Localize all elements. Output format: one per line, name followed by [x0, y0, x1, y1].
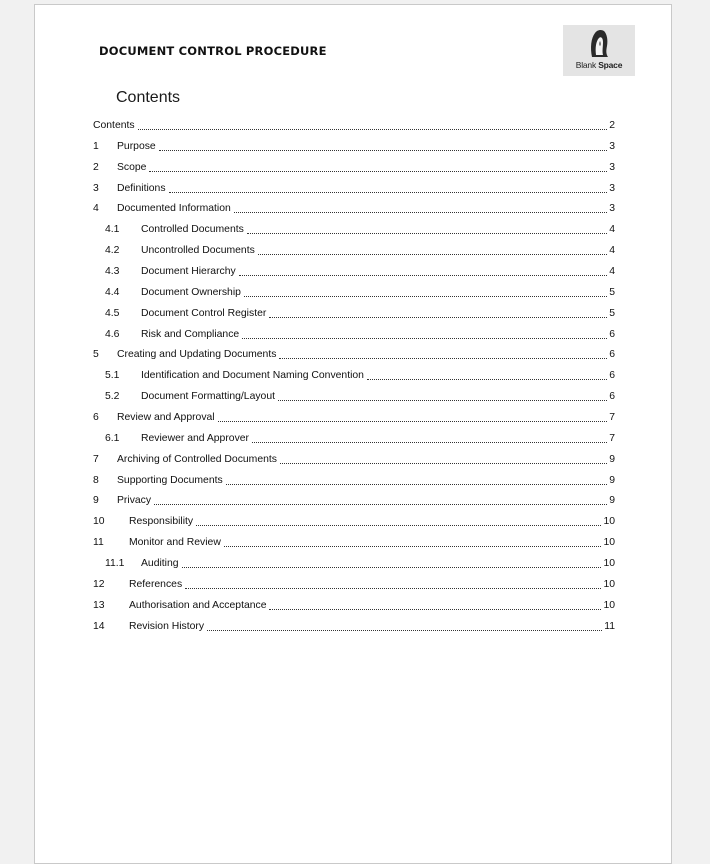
toc-dot-leader	[154, 504, 607, 505]
toc-entry-page-number: 9	[609, 474, 615, 486]
toc-entry-page-number: 4	[609, 265, 615, 277]
toc-dot-leader	[185, 588, 601, 589]
toc-entry[interactable]	[93, 219, 615, 240]
toc-dot-leader	[149, 171, 607, 172]
toc-entry-page-number: 10	[603, 599, 615, 611]
toc-entry-label: Privacy	[117, 495, 152, 507]
toc-entry-link[interactable]	[117, 490, 615, 511]
toc-entry-number: 5.1	[105, 370, 120, 382]
toc-entry[interactable]	[93, 574, 615, 595]
toc-entry-number: 13	[93, 599, 105, 611]
toc-entry[interactable]	[93, 365, 615, 386]
toc-entry-link[interactable]	[141, 282, 615, 303]
toc-entry-link[interactable]	[141, 261, 615, 282]
toc-dot-leader	[247, 233, 607, 234]
toc-entry-page-number: 6	[609, 328, 615, 340]
toc-entry-number: 12	[93, 578, 105, 590]
toc-dot-leader	[244, 296, 607, 297]
toc-entry-page-number: 9	[609, 495, 615, 507]
toc-entry-link[interactable]	[129, 532, 615, 553]
toc-entry-page-number: 11	[604, 620, 615, 632]
toc-entry[interactable]	[93, 428, 615, 449]
toc-entry-label: Auditing	[141, 557, 179, 569]
toc-entry-number: 3	[93, 182, 99, 194]
toc-entry-link[interactable]	[129, 574, 615, 595]
toc-dot-leader	[252, 442, 607, 443]
toc-entry-label: Controlled Documents	[141, 224, 244, 236]
toc-entry-link[interactable]	[141, 324, 615, 345]
toc-entry[interactable]	[93, 595, 615, 616]
toc-entry-label: Responsibility	[129, 516, 194, 528]
toc-entry-number: 4.4	[105, 286, 120, 298]
toc-entry[interactable]	[93, 407, 615, 428]
toc-entry[interactable]	[93, 490, 615, 511]
toc-entry-number: 14	[93, 620, 105, 632]
toc-entry[interactable]	[93, 324, 615, 345]
toc-dot-leader	[279, 358, 607, 359]
toc-entry-page-number: 9	[609, 453, 615, 465]
toc-dot-leader	[196, 525, 601, 526]
toc-entry-page-number: 3	[609, 182, 615, 194]
toc-entry-label: Contents	[93, 119, 135, 131]
toc-entry-number: 9	[93, 495, 99, 507]
toc-entry-page-number: 3	[609, 161, 615, 173]
toc-entry-number: 4.6	[105, 328, 120, 340]
toc-entry-label: Supporting Documents	[117, 474, 223, 486]
toc-entry-label: Revision History	[129, 620, 205, 632]
toc-entry-label: Document Ownership	[141, 286, 241, 298]
toc-entry-label: Uncontrolled Documents	[141, 245, 255, 257]
toc-entry-number: 4.2	[105, 245, 120, 257]
toc-entry-label: Identification and Document Naming Convention	[141, 370, 364, 382]
toc-entry[interactable]	[93, 157, 615, 178]
toc-entry-link[interactable]	[141, 219, 615, 240]
toc-dot-leader	[207, 630, 602, 631]
toc-entry-page-number: 5	[609, 286, 615, 298]
toc-entry[interactable]	[93, 532, 615, 553]
toc-entry[interactable]	[93, 553, 615, 574]
toc-entry-number: 2	[93, 161, 99, 173]
toc-entry-label: Purpose	[117, 140, 156, 152]
toc-entry-page-number: 10	[603, 516, 615, 528]
toc-entry-number: 7	[93, 453, 99, 465]
toc-entry-number: 4.1	[105, 224, 120, 236]
toc-entry-label: Documented Information	[117, 203, 231, 215]
toc-entry[interactable]	[93, 511, 615, 532]
toc-entry[interactable]	[93, 616, 615, 637]
toc-dot-leader	[278, 400, 607, 401]
toc-entry-number: 10	[93, 516, 105, 528]
toc-entry[interactable]	[93, 303, 615, 324]
toc-entry[interactable]	[93, 470, 615, 491]
toc-entry[interactable]	[93, 344, 615, 365]
toc-entry[interactable]	[93, 115, 615, 136]
toc-entry[interactable]	[93, 282, 615, 303]
toc-entry-number: 5	[93, 349, 99, 361]
toc-entry-label: Monitor and Review	[129, 537, 221, 549]
toc-entry-label: Document Hierarchy	[141, 265, 236, 277]
toc-entry-link[interactable]	[117, 407, 615, 428]
toc-entry[interactable]	[93, 198, 615, 219]
toc-entry[interactable]	[93, 449, 615, 470]
toc-entry-number: 5.2	[105, 391, 120, 403]
toc-dot-leader	[182, 567, 602, 568]
toc-entry-link[interactable]	[117, 449, 615, 470]
toc-entry[interactable]	[93, 178, 615, 199]
toc-entry-number: 1	[93, 140, 99, 152]
toc-entry-number: 4	[93, 203, 99, 215]
toc-entry-link[interactable]	[117, 198, 615, 219]
hooded-figure-icon	[588, 28, 610, 58]
toc-entry-page-number: 6	[609, 391, 615, 403]
toc-dot-leader	[258, 254, 607, 255]
toc-entry[interactable]	[93, 386, 615, 407]
toc-entry-page-number: 6	[609, 349, 615, 361]
toc-entry-link[interactable]	[117, 178, 615, 199]
toc-entry-link[interactable]	[141, 303, 615, 324]
toc-entry-link[interactable]	[117, 157, 615, 178]
toc-entry-label: Review and Approval	[117, 411, 215, 423]
toc-dot-leader	[269, 317, 607, 318]
toc-dot-leader	[367, 379, 607, 380]
toc-entry-number: 4.5	[105, 307, 120, 319]
toc-entry-label: Document Control Register	[141, 307, 267, 319]
company-logo	[563, 25, 635, 76]
toc-entry-page-number: 10	[603, 537, 615, 549]
toc-dot-leader	[226, 484, 608, 485]
toc-entry[interactable]	[93, 136, 615, 157]
toc-dot-leader	[159, 150, 608, 151]
toc-entry-page-number: 3	[609, 203, 615, 215]
toc-entry-label: Definitions	[117, 182, 166, 194]
toc-entry-link[interactable]	[117, 344, 615, 365]
toc-entry-label: Reviewer and Approver	[141, 432, 250, 444]
toc-dot-leader	[218, 421, 608, 422]
toc-entry-link[interactable]	[141, 365, 615, 386]
toc-entry-number: 6.1	[105, 432, 120, 444]
toc-dot-leader	[224, 546, 602, 547]
toc-entry-page-number: 4	[609, 245, 615, 257]
document-page	[34, 4, 672, 864]
toc-entry-link[interactable]	[141, 553, 615, 574]
table-of-contents	[93, 115, 615, 636]
toc-entry-page-number: 7	[609, 411, 615, 423]
toc-dot-leader	[280, 463, 607, 464]
toc-entry-label: Risk and Compliance	[141, 328, 240, 340]
toc-dot-leader	[169, 192, 608, 193]
toc-entry-page-number: 5	[609, 307, 615, 319]
toc-entry-link[interactable]	[141, 386, 615, 407]
toc-entry-link[interactable]	[117, 470, 615, 491]
toc-entry-page-number: 7	[609, 432, 615, 444]
toc-entry-page-number: 10	[603, 578, 615, 590]
toc-entry[interactable]	[93, 240, 615, 261]
toc-entry-number: 6	[93, 411, 99, 423]
toc-entry-label: Authorisation and Acceptance	[129, 599, 267, 611]
toc-entry-link[interactable]	[93, 115, 615, 136]
toc-entry-label: Scope	[117, 161, 147, 173]
contents-heading: Contents	[116, 89, 181, 106]
toc-entry-link[interactable]	[141, 428, 615, 449]
toc-entry-link[interactable]	[129, 511, 615, 532]
toc-entry-number: 11	[93, 537, 104, 549]
toc-dot-leader	[234, 212, 607, 213]
toc-entry-number: 11.1	[105, 557, 125, 569]
toc-dot-leader	[138, 129, 608, 130]
toc-entry-page-number: 6	[609, 370, 615, 382]
toc-entry-page-number: 10	[603, 557, 615, 569]
toc-entry-link[interactable]	[129, 616, 615, 637]
toc-entry[interactable]	[93, 261, 615, 282]
toc-entry-page-number: 2	[609, 119, 615, 131]
toc-entry-label: References	[129, 578, 183, 590]
toc-entry-label: Document Formatting/Layout	[141, 391, 275, 403]
toc-entry-page-number: 4	[609, 224, 615, 236]
toc-entry-page-number: 3	[609, 140, 615, 152]
toc-entry-link[interactable]	[117, 136, 615, 157]
toc-dot-leader	[269, 609, 601, 610]
toc-entry-number: 8	[93, 474, 99, 486]
toc-entry-link[interactable]	[141, 240, 615, 261]
toc-entry-link[interactable]	[129, 595, 615, 616]
toc-dot-leader	[242, 338, 607, 339]
toc-entry-label: Creating and Updating Documents	[117, 349, 277, 361]
document-title: DOCUMENT CONTROL PROCEDURE	[99, 44, 327, 58]
toc-dot-leader	[239, 275, 608, 276]
logo-text: Blank Space	[575, 60, 623, 70]
toc-entry-label: Archiving of Controlled Documents	[117, 453, 277, 465]
toc-entry-number: 4.3	[105, 265, 120, 277]
